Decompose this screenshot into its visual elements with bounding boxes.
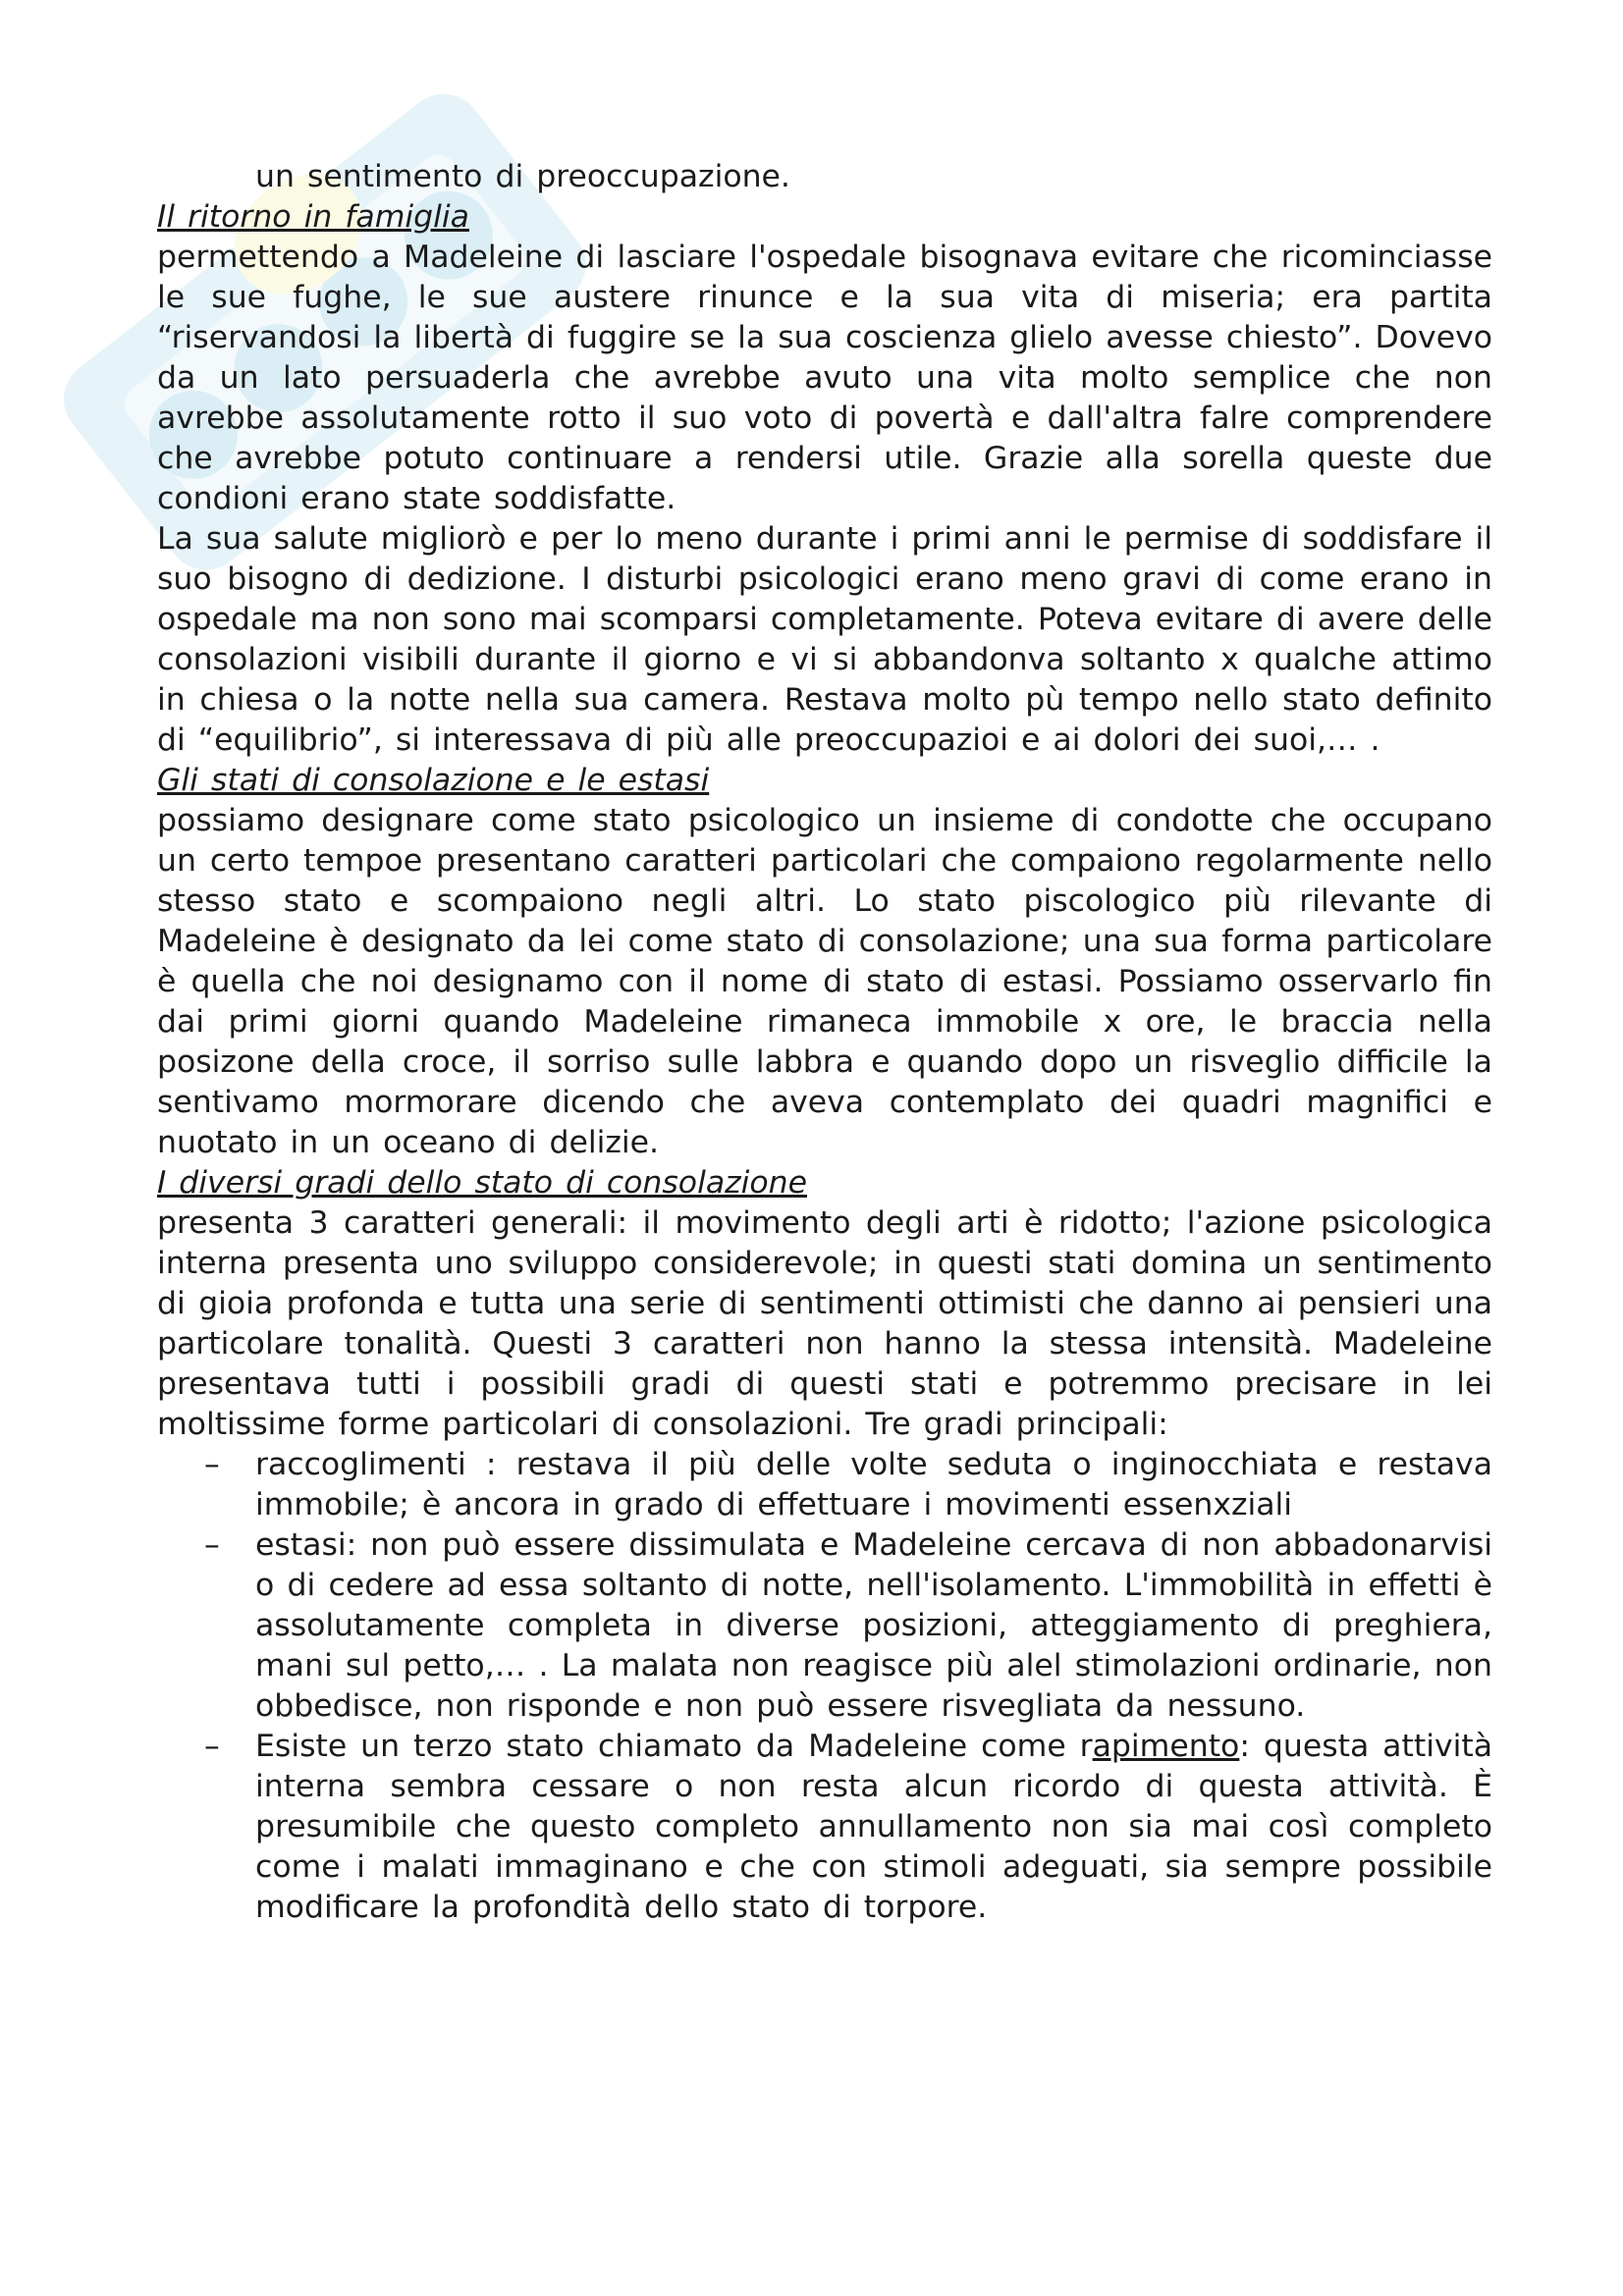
paragraph-ritorno-1: permettendo a Madeleine di lasciare l'ospedale bisognava evitare che ricominciasse le sue fughe, le sue austere rinunce e la sua vita di miseria; era partita “riservandosi la libertà di fuggire se la sua coscienza glielo avesse chiesto”. Dovevo da un lato persuaderla che avrebbe avuto una vita molto semplice che non avrebbe assolutamente rotto il suo voto di povertà e dall'altra falre comprendere che avrebbe potuto continuare a rendersi utile. Grazie alla sorella queste due condioni erano state soddisfatte. <box>157 240 1492 516</box>
heading-consolazione: Gli stati di consolazione e le estasi <box>157 763 710 798</box>
list-item-text: estasi: non può essere dissimulata e Madeleine cercava di non abbadonarvisi o di cedere ad essa soltanto di notte, nell'isolamento. L'immobilità in effetti è assolutamente completa in diverse posizioni, atteggiamento di preghiera, mani sul petto,… . La malata non reagisce più alel stimolazioni ordinarie, non obbedisce, non risponde e non può essere risvegliata da nessuno. <box>255 1527 1492 1724</box>
paragraph-ritorno-2: La sua salute migliorò e per lo meno durante i primi anni le permise di soddisfare il suo bisogno di dedizione. I disturbi psicologici erano meno gravi di come erano in ospedale ma non sono mai scomparsi completamente. Poteva evitare di avere delle consolazioni visibili durante il giorno e vi si abbandonva soltanto x qualche attimo in chiesa o la notte nella sua camera. Restava molto pù tempo nello stato definito di “equilibrio”, si interessava di più alle preoccupazioi e ai dolori dei suoi,… . <box>157 521 1492 758</box>
list-item-estasi <box>157 1525 1492 1727</box>
gradi-list <box>157 1445 1492 1928</box>
list-item-text: raccoglimenti : restava il più delle volte seduta o inginocchiata e restava immobile; è ancora in grado di effettuare i movimenti essenxziali <box>255 1447 1492 1522</box>
paragraph-consolazione: possiamo designare come stato psicologico un insieme di condotte che occupano un certo tempoe presentano caratteri particolari che compaiono regolarmente nello stesso stato e scompaiono negli altri. Lo stato piscologico più rilevante di Madeleine è designato da lei come stato di consolazione; una sua forma particolare è quella che noi designamo con il nome di stato di estasi. Possiamo osservarlo fin dai primi giorni quando Madeleine rimaneca immobile x ore, le braccia nella posizone della croce, il sorriso sulle labbra e quando dopo un risveglio difficile la sentivamo mormorare dicendo che aveva contemplato dei quadri magnifici e nuotato in un oceano di delizie. <box>157 803 1492 1160</box>
heading-ritorno: Il ritorno in famiglia <box>157 199 469 235</box>
bullet-dash: – <box>204 1729 220 1764</box>
document-page <box>157 157 1492 1928</box>
list-item-raccoglimenti <box>157 1445 1492 1525</box>
list-item-text-start: Esiste un terzo stato chiamato da Madeleine come r <box>255 1729 1093 1764</box>
heading-gradi: I diversi gradi dello stato di consolazione <box>157 1165 808 1201</box>
list-item-text-end: : questa attività interna sembra cessare o non resta alcun ricordo di questa attività. È presumibile che questo completo annullamento non sia mai così completo come i malati immaginano e che con stimoli adeguati, sia sempre possibile modificare la profondità dello stato di torpore. <box>255 1729 1492 1925</box>
list-item-rapimento <box>157 1727 1492 1928</box>
bullet-dash: – <box>204 1447 220 1482</box>
underlined-word: apimento <box>1092 1729 1240 1764</box>
paragraph-gradi: presenta 3 caratteri generali: il movimento degli arti è ridotto; l'azione psicologica interna presenta uno sviluppo considerevole; in questi stati domina un sentimento di gioia profonda e tutta una serie di sentimenti ottimisti che danno ai pensieri una particolare tonalità. Questi 3 caratteri non hanno la stessa intensità. Madeleine presentava tutti i possibili gradi di questi stati e potremmo precisare in lei moltissime forme particolari di consolazioni. Tre gradi principali: <box>157 1205 1492 1442</box>
intro-line: un sentimento di preoccupazione. <box>255 159 790 194</box>
bullet-dash: – <box>204 1527 220 1563</box>
